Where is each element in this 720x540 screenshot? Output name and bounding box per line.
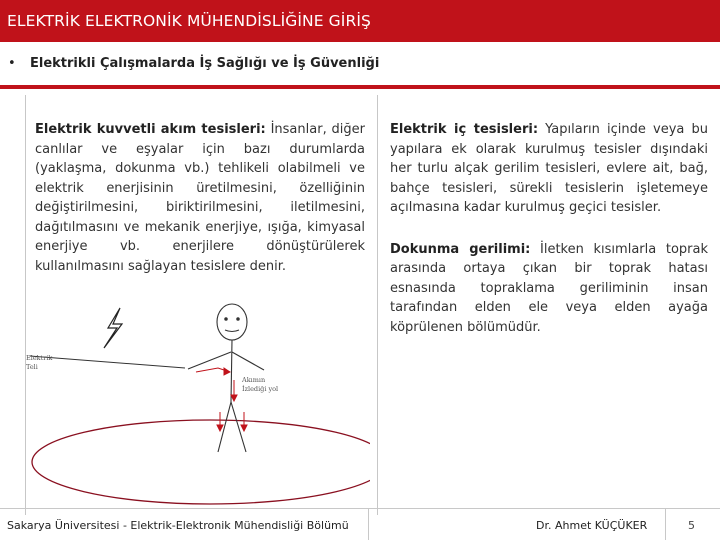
definition-term: Elektrik iç tesisleri: bbox=[390, 122, 539, 137]
footer-author: Dr. Ahmet KÜÇÜKER bbox=[536, 519, 648, 532]
footer-department: Sakarya Üniversitesi - Elektrik-Elektronik Mühendisliği Bölümü bbox=[7, 519, 349, 532]
slide-title: ELEKTRİK ELEKTRONİK MÜHENDİSLİĞİNE GİRİŞ bbox=[0, 0, 720, 42]
electric-shock-diagram bbox=[20, 302, 370, 512]
ground-ellipse bbox=[32, 420, 370, 504]
current-path-label-line2: İzlediği yol bbox=[242, 385, 279, 393]
definition-body: İletken kısımlarla toprak arasında ortaya çıkan bir toprak hatası esnasında topraklama geriliminin insan tarafından elden ele veya elden ayağa köprülenen bölümüdür. bbox=[390, 241, 709, 335]
section-heading bbox=[8, 56, 379, 78]
definition-term: Dokunma gerilimi: bbox=[390, 241, 531, 257]
definition-internal-installation bbox=[390, 120, 708, 218]
slide-footer bbox=[0, 508, 720, 540]
definition-strong-current bbox=[35, 120, 365, 276]
definition-body: Yapıların içinde veya bu yapılara ek olarak kurulmuş tesisler dışındaki her turlu alçak gerilim tesisleri, evlere ait, bağ, bahçe tesisleri, sürekli tesislerin işletemeye açılmasına kadar kurulmuş geçici tesisler. bbox=[390, 122, 708, 215]
definition-touch-voltage bbox=[390, 240, 708, 338]
current-path bbox=[196, 368, 247, 431]
section-heading-text: Elektrikli Çalışmalarda İş Sağlığı ve İş Güvenliği bbox=[30, 56, 380, 71]
electric-wire bbox=[30, 356, 185, 368]
definition-term: Elektrik kuvvetli akım tesisleri: bbox=[35, 122, 266, 137]
definition-body: İnsanlar, diğer canlılar ve eşyalar için bazı durumlarda (yaklaşma, dokunma vb.) tehlikeli olabilmeli ve elektrik enerjisinin üretilmesini, özelliğinin değiştirilmesini, biriktirilmesini, iletilmesini, dağıtılmasını ve mekanik enerjiye, ışığa, kimyasal enerjiye vb. enerjilere dönüştürülerek kullanılmasını sağlayan tesislere denir. bbox=[35, 122, 365, 274]
bullet-icon: • bbox=[8, 56, 16, 71]
right-content bbox=[390, 120, 708, 337]
current-path-label-line1: Akımın bbox=[242, 376, 266, 384]
footer-divider bbox=[368, 509, 369, 540]
footer-divider bbox=[665, 509, 666, 540]
wire-label-line2: Teli bbox=[26, 363, 38, 371]
wire-label-line1: Elektrik bbox=[26, 354, 53, 362]
lightning-bolt-icon bbox=[104, 308, 122, 348]
title-divider bbox=[0, 85, 720, 89]
page-number: 5 bbox=[688, 519, 695, 532]
